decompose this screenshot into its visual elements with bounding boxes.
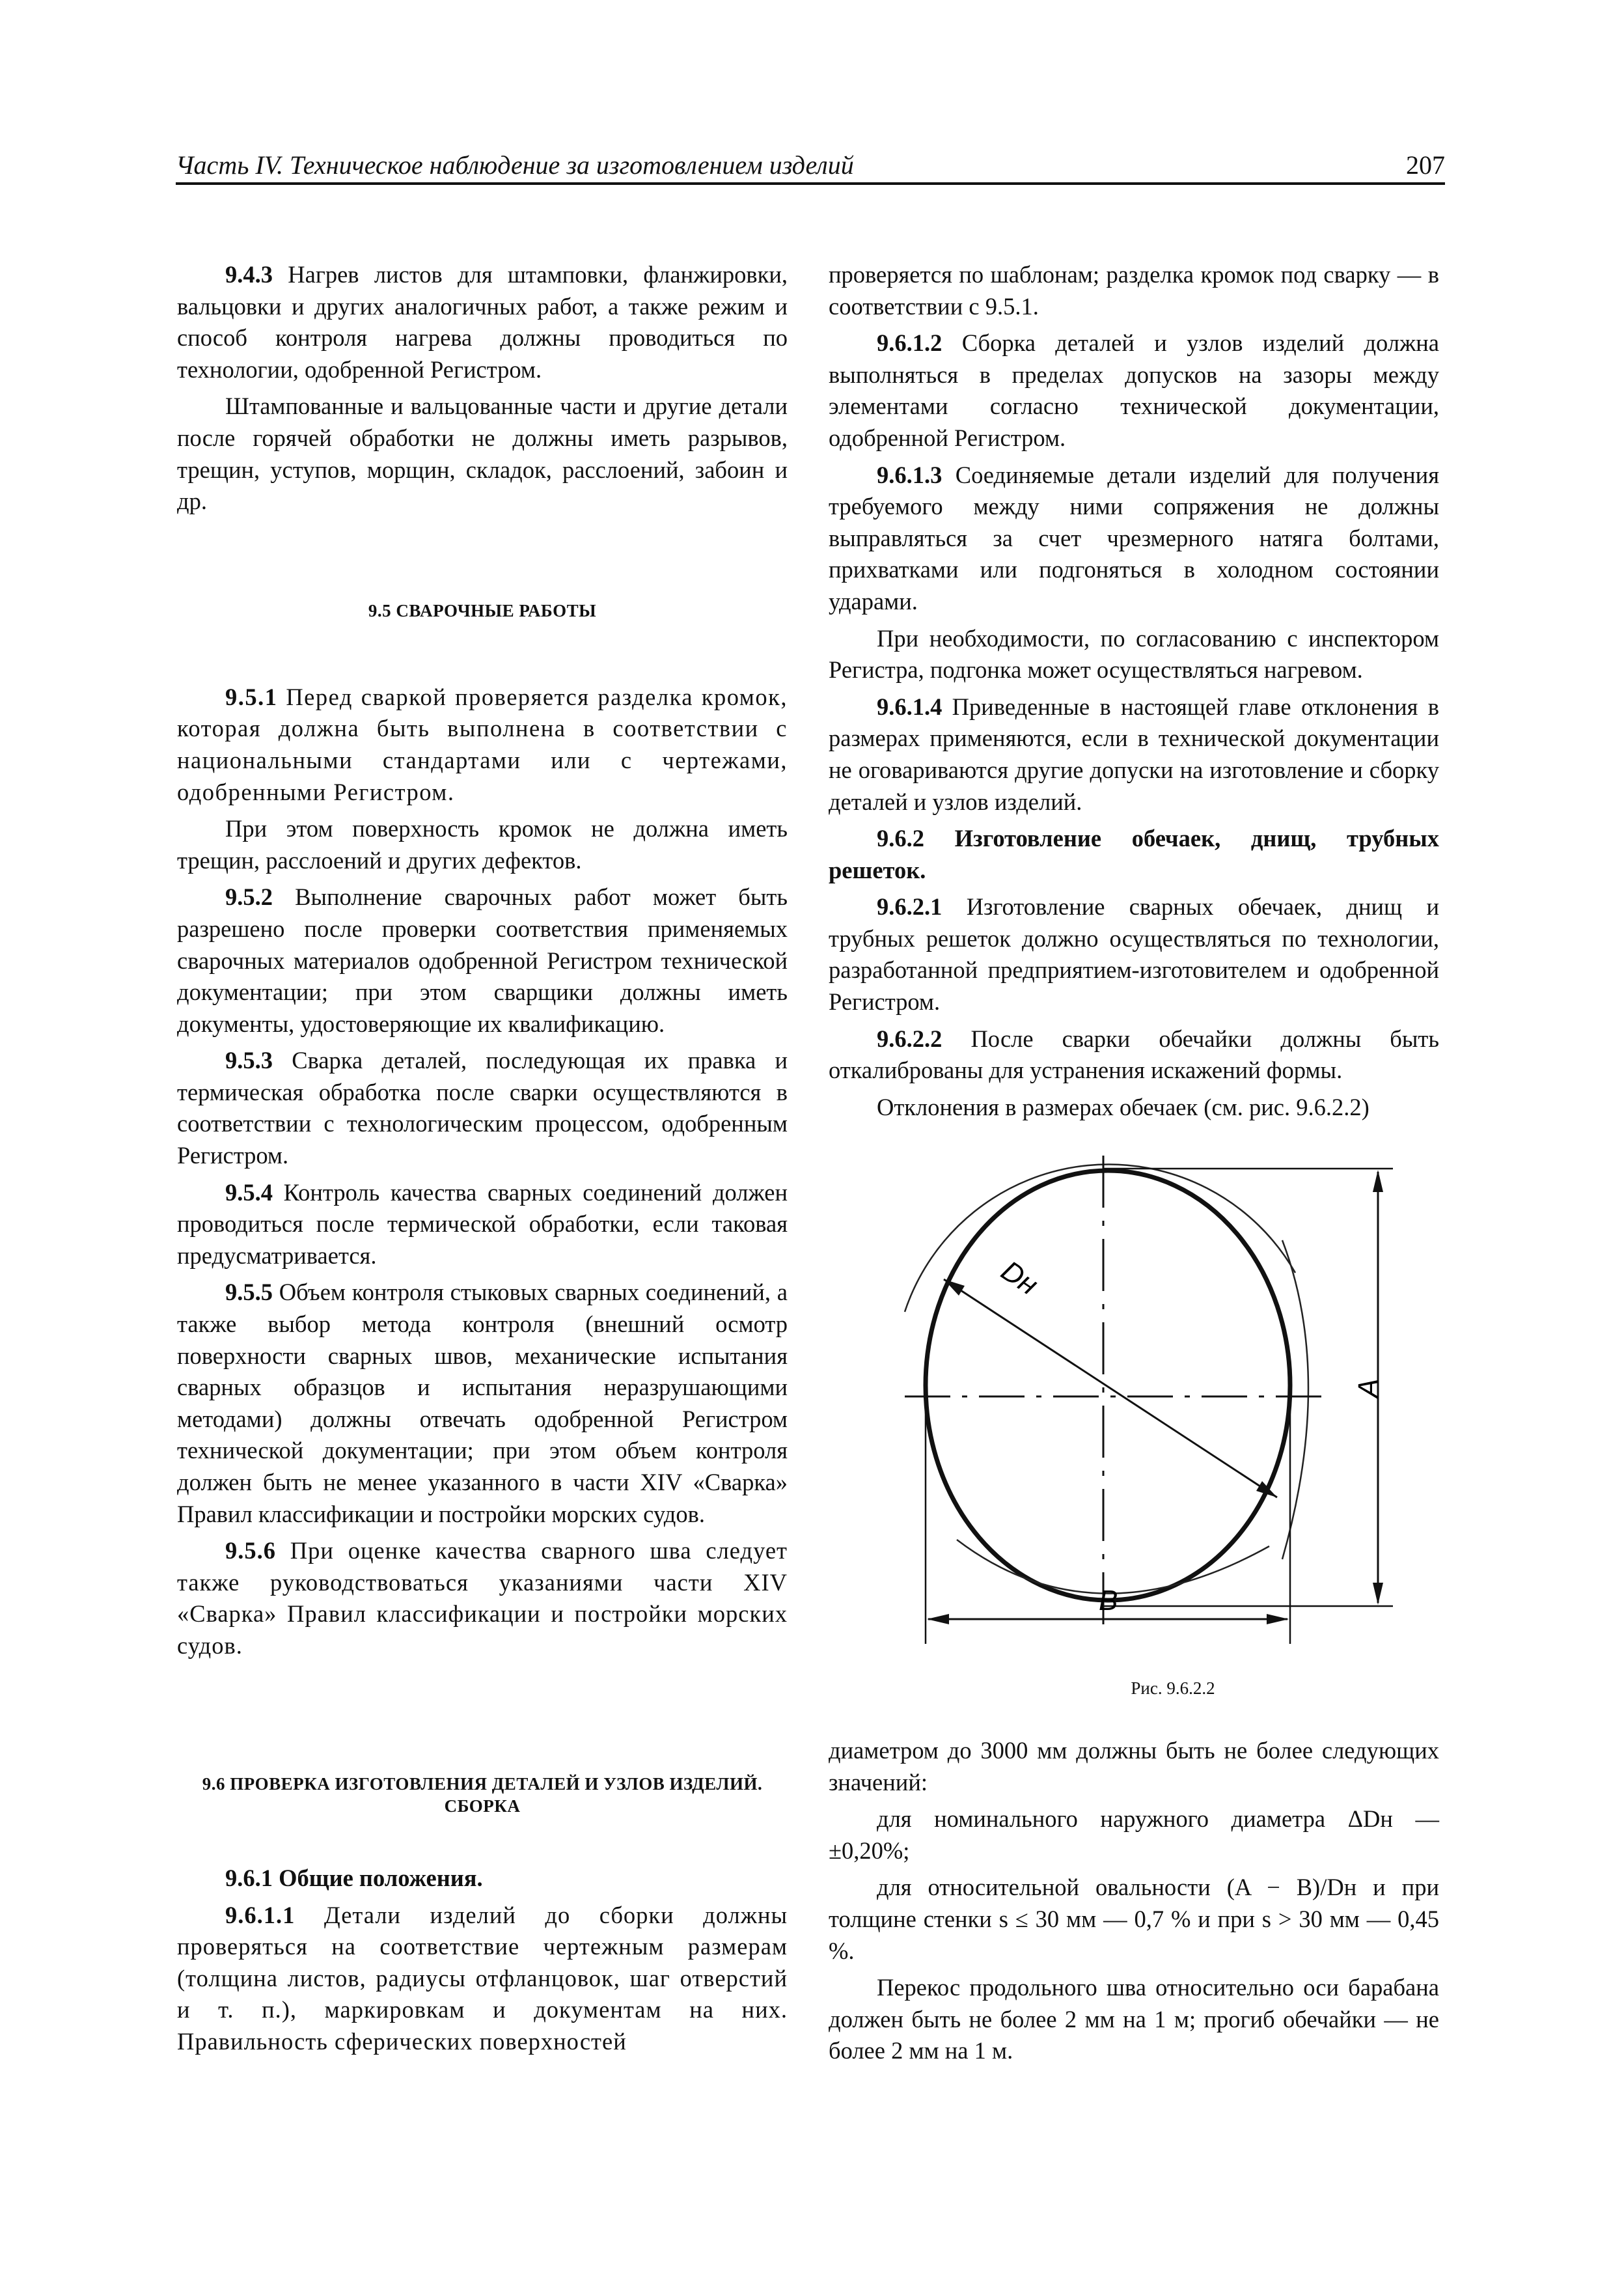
paragraph-9-5-6: 9.5.6 При оценке качества сварного шва следует также руководствоваться указаниями части XIV «Сварка» Правил классификации и постройки морских судов. [177, 1537, 788, 1659]
paragraph-9-6-1-3: 9.6.1.3 Соединяемые детали изделий для получения требуемого между ними сопряжения не должны выправляться за счет чрезмерного натяга болтами, прихватками или подгоняться в холодном состоянии ударами. [829, 461, 1439, 615]
paragraph: При этом поверхность кромок не должна иметь трещин, расслоений и других дефектов. [177, 815, 788, 874]
header-title: Часть IV. Техническое наблюдение за изготовлением изделий [176, 150, 854, 180]
paragraph-9-5-5: 9.5.5 Объем контроля стыковых сварных соединений, а также выбор метода контроля (внешний осмотр поверхности сварных швов, механические испытания сварных образцов и испытания неразрушающими методами) должны отвечать одобренной Регистром технической документации; при этом объем контроля должен быть не менее указанного в части XIV «Сварка» Правил классификации и постройки морских судов. [177, 1279, 788, 1527]
paragraph: Отклонения в размерах обечаек (см. рис. 9.6.2.2) [877, 1093, 1369, 1120]
subsection-heading-9-6-1: 9.6.1 Общие положения. [225, 1865, 483, 1891]
figure-shell-ovality [879, 1143, 1465, 1644]
paragraph: для номинального наружного диаметра ΔDн — ±0,20%; [829, 1805, 1439, 1864]
shell-outline [926, 1171, 1290, 1600]
paragraph: Перекос продольного шва относительно оси барабана должен быть не более 2 мм на 1 м; прогиб обечайки — не более 2 мм на 1 м. [829, 1974, 1439, 2064]
paragraph-9-5-1: 9.5.1 Перед сваркой проверяется разделка кромок, которая должна быть выполнена в соответствии с национальными стандартами или с чертежами, одобренными Регистром. [177, 683, 788, 805]
paragraph-9-5-3: 9.5.3 Сварка деталей, последующая их правка и термическая обработка после сварки осуществляются в соответствии с технологическим процессом, одобренным Регистром. [177, 1047, 788, 1169]
nominal-circle [905, 1164, 1295, 1312]
arrowhead [1267, 1614, 1289, 1624]
left-column [177, 259, 788, 1667]
diameter-line [944, 1279, 1277, 1497]
figure-caption: Рис. 9.6.2.2 [1131, 1678, 1215, 1698]
paragraph-9-6-1-4: 9.6.1.4 Приведенные в настоящей главе отклонения в размерах применяются, если в технической документации не оговариваются другие допуски на изготовление и сборку деталей и узлов изделий. [829, 693, 1439, 815]
paragraph-9-5-2: 9.5.2 Выполнение сварочных работ может быть разрешено после проверки соответствия применяемых сварочных материалов одобренной Регистром технической документации; при этом сварщики должны иметь документы, удостоверяющие их квалификацию. [177, 883, 788, 1037]
paragraph-9-4-3: 9.4.3 Нагрев листов для штамповки, фланжировки, вальцовки и других аналогичных работ, а также режим и способ контроля нагрева должны проводиться по технологии, одобренной Регистром. [177, 261, 788, 383]
paragraph-9-6-2-2: 9.6.2.2 После сварки обечайки должны быть откалиброваны для устранения искажений формы. [829, 1025, 1439, 1084]
subsection-heading-9-6-2: 9.6.2 Изготовление обечаек, днищ, трубных решеток. [829, 825, 1439, 883]
dimension-a-label: A [1353, 1378, 1384, 1398]
arrowhead [927, 1614, 949, 1624]
paragraph: для относительной овальности (A − B)/Dн и при толщине стенки s ≤ 30 мм — 0,7 % и при s > 30 мм — 0,45 %. [829, 1874, 1439, 1964]
paragraph-continued: проверяется по шаблонам; разделка кромок под сварку — в соответствии с 9.5.1. [829, 261, 1439, 320]
arrowhead [1373, 1170, 1383, 1192]
paragraph-9-6-1-2: 9.6.1.2 Сборка деталей и узлов изделий должна выполняться в пределах допусков на зазоры между элементами согласно технической документации, одобренной Регистром. [829, 329, 1439, 451]
section-heading-9-5: 9.5 СВАРОЧНЫЕ РАБОТЫ [368, 600, 597, 620]
right-column-lower [829, 1735, 1439, 2072]
paragraph-9-6-2-1: 9.6.2.1 Изготовление сварных обечаек, днищ и трубных решеток должно осуществляться по технологии, разработанной предприятием-изготовителем и одобренной Регистром. [829, 893, 1439, 1016]
dimension-b-label: B [1099, 1585, 1118, 1617]
diameter-label: Dн [995, 1255, 1044, 1301]
paragraph-9-5-4: 9.5.4 Контроль качества сварных соединений должен проводиться после термической обработки, если таковая предусматривается. [177, 1178, 788, 1269]
nominal-circle-right [1282, 1240, 1308, 1559]
paragraph: Штампованные и вальцованные части и другие детали после горячей обработки не должны иметь разрывов, трещин, уступов, морщин, складок, расслоений, забоин и др. [177, 393, 788, 515]
paragraph-9-6-1-1: 9.6.1.1 Детали изделий до сборки должны проверяться на соответствие чертежным размерам (толщина листов, радиусы отфланцовок, шаг отверстий и т. п.), маркировкам и документам на них. Правильность сферических поверхностей [177, 1901, 788, 2055]
left-column-lower [177, 1773, 788, 2063]
section-heading-9-6: 9.6 ПРОВЕРКА ИЗГОТОВЛЕНИЯ ДЕТАЛЕЙ И УЗЛОВ ИЗДЕЛИЙ. СБОРКА [202, 1774, 763, 1816]
arrowhead [1373, 1583, 1383, 1605]
running-header [176, 143, 1445, 185]
paragraph: При необходимости, по согласованию с инспектором Регистра, подгонка может осуществляться нагревом. [829, 624, 1439, 684]
page-number: 207 [1406, 150, 1445, 180]
right-column [829, 259, 1439, 1128]
paragraph-continued: диаметром до 3000 мм должны быть не более следующих значений: [829, 1737, 1439, 1796]
